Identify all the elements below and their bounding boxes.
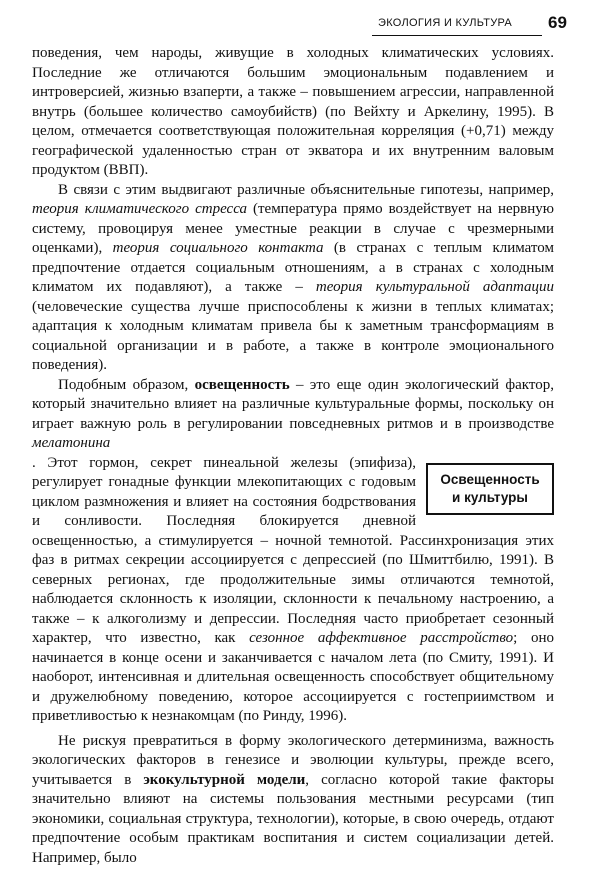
paragraph-1 [32, 44, 554, 181]
p3-text-3: . Этот гормон, секрет пинеальной железы (эпифиза), регулирует гонадные функции млекопитающих с годовым циклом размножения и влияет на состояния бодрствования и сонливости. Последняя блокируется дневной освещенностью, а стимулируется – ночной темнотой. Рассинхронизация этих фаз в ритмах секреции ассоциируется с депрессией (по Шмиттбилю, 1991). В северных регионах, где продолжительные зимы отличаются темнотой, наблюдается склонность к изоляции, склонности к печальному настроению, а также – к алкоголизму и депрессии. Последняя часто приобретает сезонный характер, что известно, как [32, 454, 554, 646]
margin-note-line-2: и культуры [452, 489, 528, 505]
margin-note-line-1: Освещенность [440, 471, 540, 487]
p3-text-4: ; оно начинается в конце осени и заканчивается с началом лета (по Смиту, 1991). И наоборот, интенсивная и длительная освещенность способствует общительному и дружелюбному поведению, которое ассоциируется с гостеприимством и приветливостью к незнакомцам (по Ринду, 1996). [32, 630, 554, 724]
p2-text-3: (в странах с теплым климатом предпочтение отдается социальным отношениям, а в странах с холодным климатом их подавляют), а также – [32, 240, 554, 295]
running-head: ЭКОЛОГИЯ И КУЛЬТУРА [378, 17, 513, 29]
p1-text: поведения, чем народы, живущие в холодных климатических условиях. Последние же отличаются большим эмоциональным подавлением и интроверсией, жизнью взаперти, а также – повышением агрессии, направленной внутрь (большее количество самоубийств) (по Вейхту и Аркелину, 1995). В целом, отмечается соответствующая положительная корреляция (+0,71) между географической удаленностью стран от экватора и их внутренним валовым продуктом (ВВП). [32, 45, 554, 178]
p4-text-2: , согласно которой такие факторы значительно влияют на системы пользования местными ресурсами (тип экономики, социальная структура, технологии), которые, в свою очередь, отдают предпочтение особым практикам воспитания и систем социализации детей. Например, было [32, 771, 554, 866]
term-climatic-stress: теория климатического стресса [32, 201, 247, 217]
body-text [32, 44, 554, 868]
margin-note-box [426, 463, 554, 515]
paragraph-2 [32, 181, 554, 376]
term-social-contact: теория социального контакта [112, 240, 324, 256]
paragraph-4 [32, 732, 554, 869]
term-seasonal-affective-disorder: сезонное аффективное расстройство [249, 630, 514, 646]
term-ecocultural-model: экокультурной модели [143, 771, 306, 788]
term-illumination: освещенность [194, 376, 290, 393]
p3-text-1: Подобным образом, [58, 376, 195, 393]
p2-text-4: (человеческие существа лучше приспособлены к жизни в теплых климатах; адаптация к холодным климатам привела бы к заметным трансформациям в социальной организации и в работе, а также в контроле эмоционального поведения). [32, 298, 554, 373]
p2-text-2: (температура прямо воздействует на нервную систему, провоцируя менее уместные реакции в случае с чрезмерными оценками), [32, 201, 554, 256]
p3-text-2: – это еще один экологический фактор, который значительно влияет на различные культуральные формы, поскольку он играет важную роль в регулировании повседневных ритмов и в производстве [32, 376, 554, 432]
page-header [0, 0, 600, 40]
page-number: 69 [548, 13, 567, 32]
p2-text-1: В связи с этим выдвигают различные объяснительные гипотезы, например, [58, 181, 554, 198]
term-melatonin: мелатонина [32, 435, 111, 451]
header-rule [372, 35, 542, 36]
p4-text-1: Не рискуя превратиться в форму экологического детерминизма, важность экологических факторов в генезисе и эволюции культуры, прежде всего, учитывается в [32, 732, 554, 788]
paragraph-3 [32, 376, 554, 454]
term-cultural-adaptation: теория культуральной адаптации [315, 279, 554, 295]
